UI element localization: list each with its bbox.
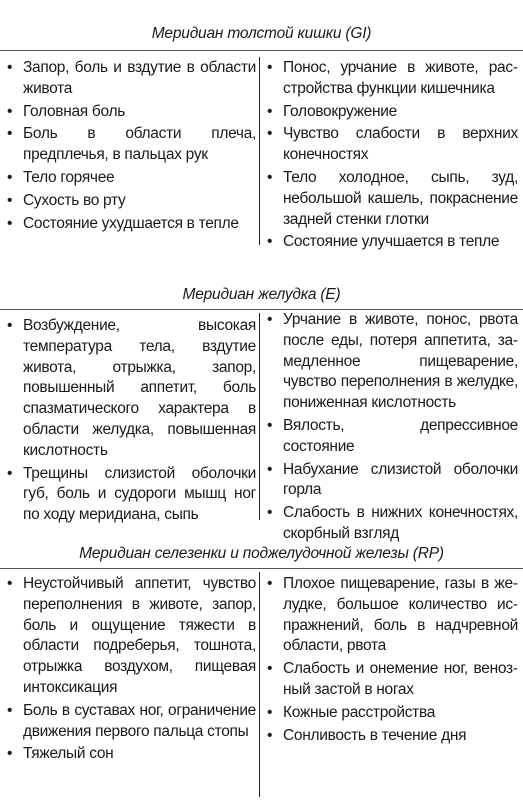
list-item: • Набухание слизистой оболочки горла <box>266 460 518 502</box>
list-item: • Тело горячее <box>6 168 256 189</box>
list-item: • Головная боль <box>6 102 256 123</box>
symptoms-excess-list <box>6 316 256 526</box>
list-item: • Урчание в животе, понос, рвота после еды, потеря аппетита, замедленное пищеварение, чувство переполнения в желудке, пониженная кислотность <box>266 310 518 414</box>
list-item: • Тело холодное, сыпь, зуд, небольшой кашель, покраснение задней стенки глотки <box>266 168 518 230</box>
column-divider <box>259 572 260 797</box>
column-divider <box>259 313 260 520</box>
symptoms-deficiency-list <box>266 310 518 545</box>
list-item: • Тяжелый сон <box>6 744 256 765</box>
section-title-colon-meridian: Меридиан толстой кишки (GI) <box>151 25 372 42</box>
list-item: • Неустойчивый аппетит, чувство переполнения в животе, запор, боль и ощущение тяжести в области подреберья, тошнота, отрыжка воздухом, пищевая интоксикация <box>6 574 256 699</box>
column-divider <box>259 57 260 245</box>
section-title-spleen-meridian: Меридиан селезенки и поджелудочной железы (RP) <box>79 545 444 562</box>
list-item: • Чувство слабости в верхних конечностях <box>266 124 518 166</box>
list-item: • Кожные расстройства <box>266 703 518 724</box>
list-item: • Запор, боль и вздутие в области живота <box>6 58 256 100</box>
section-divider <box>0 568 523 569</box>
symptoms-deficiency-list <box>266 574 518 746</box>
list-item: • Слабость и онемение ног, венозный застой в ногах <box>266 659 518 701</box>
list-item: • Боль в суставах ног, ограничение движения первого пальца стопы <box>6 701 256 743</box>
symptoms-deficiency-list <box>266 58 518 253</box>
symptoms-excess-list <box>6 574 256 765</box>
list-item: • Возбуждение, высокая температура тела, вздутие живота, отрыжка, запор, повышенный аппетит, боль спазматического характера в области желудка, повышенная кислотность <box>6 316 256 462</box>
list-item: • Сонливость в течение дня <box>266 726 518 747</box>
list-item: • Боль в области плеча, предплечья, в пальцах рук <box>6 124 256 166</box>
list-item: • Плохое пищеварение, газы в желудке, большое количество испражнений, боль в надчревной области, рвота <box>266 574 518 657</box>
list-item: • Вялость, депрессивное состояние <box>266 416 518 458</box>
list-item: • Трещины слизистой оболочки губ, боль и судороги мышц ног по ходу меридиана, сыпь <box>6 464 256 526</box>
list-item: • Состояние ухудшается в тепле <box>6 214 256 235</box>
list-item: • Сухость во рту <box>6 191 256 212</box>
section-title-stomach-meridian: Меридиан желудка (E) <box>182 286 341 303</box>
section-divider <box>0 50 523 51</box>
list-item: • Слабость в нижних конечностях, скорбный взгляд <box>266 503 518 545</box>
list-item: • Головокружение <box>266 102 518 123</box>
symptoms-excess-list <box>6 58 256 234</box>
list-item: • Состояние улучшается в тепле <box>266 232 518 253</box>
list-item: • Понос, урчание в животе, расстройства функции кишечника <box>266 58 518 100</box>
